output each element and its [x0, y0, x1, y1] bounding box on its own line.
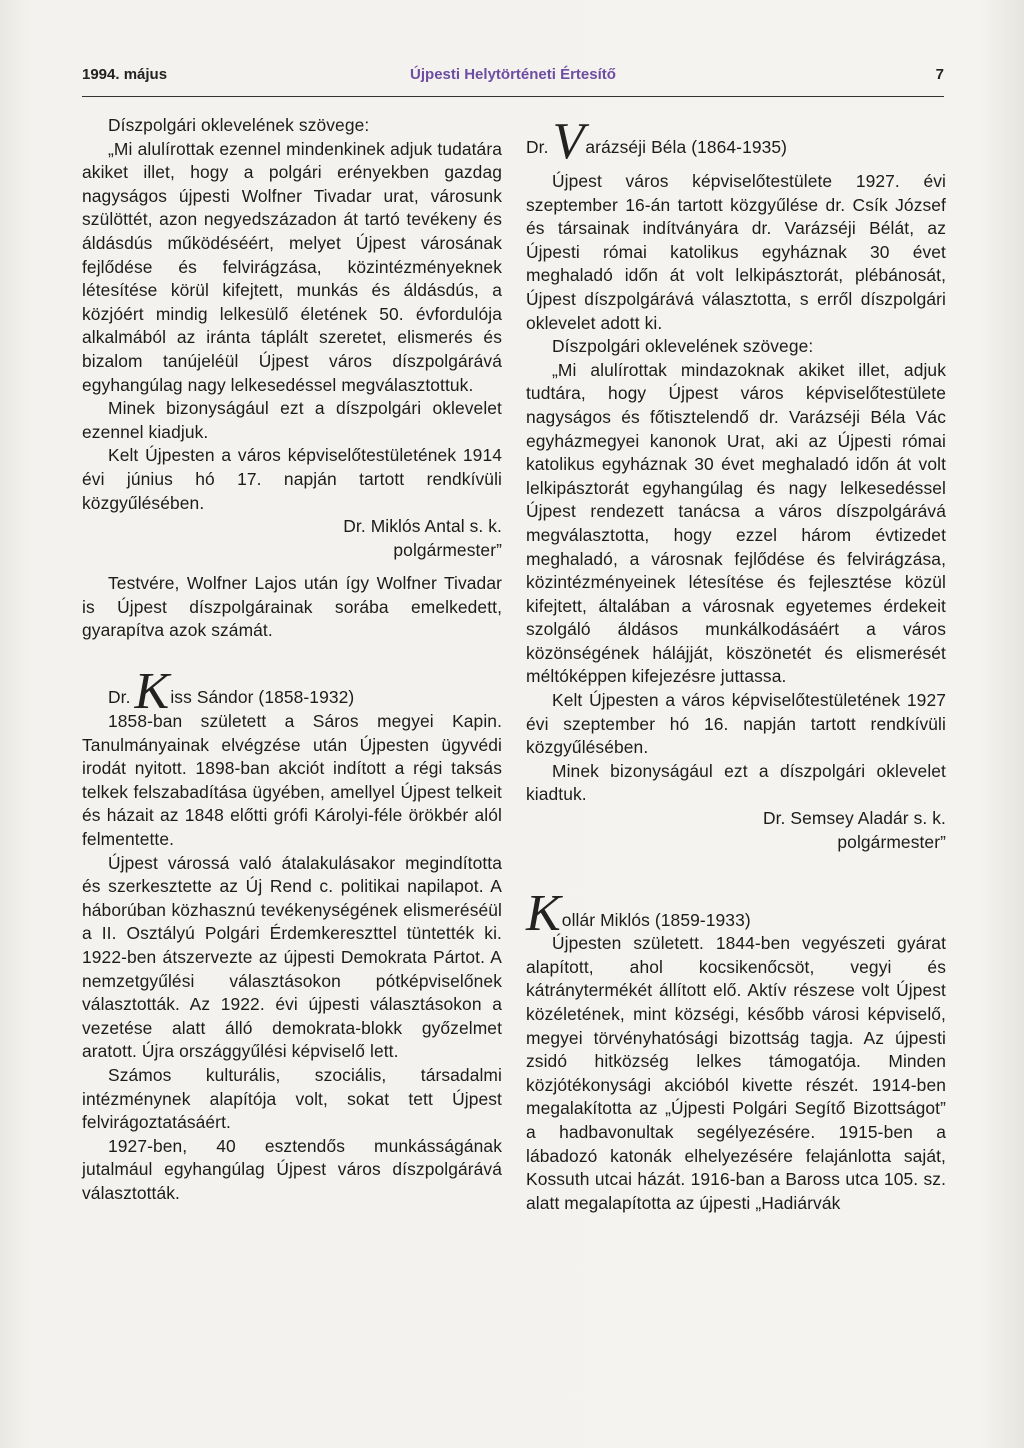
right-column — [526, 114, 946, 1215]
paragraph: Minek bizonyságául ezt a díszpolgári oklevelet ezennel kiadjuk. — [82, 398, 502, 442]
left-column — [82, 114, 502, 1206]
paragraph: „Mi alulírottak ezennel mindenkinek adjuk tudatára akiket illet, hogy a polgári erényekben gazdag nagyságos újpesti Wolfner Tivadar urat, városunk szülöttét, azon negyedszázadon át tartó tevékeny és áldásdús működéséért, melyet Újpest városának fejlődése és felvirágzása, közintézményeknek létesítése körül kifejtett, munkás és áldásdús, a közjóért mindig lelkesülő életének 50. évfordulója alkalmából az iránta táplált szeretet, elismerés és bizalom tanújeléül Újpest város díszpolgárává egyhangúlag nagy lelkesedéssel megválasztottuk. — [82, 138, 502, 395]
signature-name: Dr. Miklós Antal s. k. — [343, 516, 502, 537]
spacer — [82, 562, 502, 572]
issue-date: 1994. május — [82, 66, 168, 83]
signature-title: polgármester” — [393, 539, 502, 560]
signature-title: polgármester” — [837, 831, 946, 852]
paragraph: Kelt Újpesten a város képviselőtestületének 1914 évi június hó 17. napján tartott rendkívüli közgyűlésében. — [82, 445, 502, 513]
heading-text: ollár Miklós (1859-1933) — [561, 909, 751, 930]
spacer — [526, 114, 946, 124]
heading-prefix: Dr. — [526, 137, 549, 158]
heading-text: arázséji Béla (1864-1935) — [585, 137, 788, 158]
paragraph: Testvére, Wolfner Lajos után így Wolfner Tivadar is Újpest díszpolgárainak sorába emelkedett, gyarapítva azok számát. — [82, 573, 502, 641]
section-heading-kollar — [526, 885, 946, 943]
drop-initial: K — [526, 885, 561, 943]
paragraph: 1858-ban született a Sáros megyei Kapin. Tanulmányainak elvégzése után Újpesten ügyvédi irodát nyitott. 1898-ban akciót indított a régi taksás telkek felszabadítása ügyében, amellyel Újpest telkeit és házait az 1848 előtti grófi Károlyi-féle örökbér alól felmentette. — [82, 711, 502, 850]
section-heading-kiss — [82, 663, 502, 721]
paragraph: 1927-ben, 40 esztendős munkásságának jutalmául egyhangúlag Újpest város díszpolgárává választották. — [82, 1135, 502, 1203]
paragraph: Minek bizonyságául ezt a díszpolgári oklevelet kiadtuk. — [526, 760, 946, 805]
section-heading-varazseji — [526, 113, 946, 170]
spacer — [526, 875, 946, 896]
page-number: 7 — [935, 66, 944, 83]
spacer — [526, 160, 946, 170]
paragraph: Díszpolgári oklevelének szövege: — [108, 115, 370, 135]
paragraph: Újpesten született. 1844-ben vegyészeti gyárat alapított, ahol kocsikenőcsöt, vegyi és kátránytermékét állított elő. Aktív részese volt Újpest közéletének, mint községi, később városi képviselő, megyei törvényhatósági bizottság tagja. Az újpesti zsidó hitközség lelkes támogatója. Minden közjótékonysági akcióból kivette részét. 1914-ben megalakította az „Újpesti Polgári Segítő Bizottságot” a hadbavonultak segélyezésére. 1915-ben a lábadozó katonák elhelyezésére felajánlotta saját, Kossuth utcai házát. 1916-ban a Baross utca 105. sz. alatt megalapította az újpesti „Hadiárvák — [526, 933, 946, 1213]
paragraph: Díszpolgári oklevelének szövege: — [552, 336, 814, 357]
paragraph: Számos kulturális, szociális, társadalmi intézménynek alapítója volt, sokat tett Újpest felvirágoztatásáért. — [82, 1064, 502, 1133]
paragraph: Kelt Újpesten a város képviselőtestületének 1927 évi szeptember hó 16. napján tartott rendkívüli közgyűlésében. — [526, 690, 946, 758]
heading-text: iss Sándor (1858-1932) — [170, 687, 355, 708]
signature-name: Dr. Semsey Aladár s. k. — [762, 808, 946, 829]
drop-initial: V — [552, 113, 585, 170]
heading-prefix: Dr. — [108, 687, 131, 708]
spacer — [82, 643, 502, 664]
drop-initial: K — [134, 663, 170, 721]
paragraph: Újpest város képviselőtestülete 1927. évi szeptember 16-án tartott közgyűlése dr. Csík József és társainak indítványára dr. Varázséji Bélát, az Újpesti római katolikus egyháznak 30 évet meghaladó időn át volt lelkipásztorát, plébánosát, Újpest díszpolgárává választotta, s erről díszpolgári oklevelet adott ki. — [526, 171, 946, 333]
publication-title: Újpesti Helytörténeti Értesítő — [410, 66, 616, 83]
header-rule — [82, 96, 944, 97]
page-header — [82, 66, 944, 92]
paragraph: „Mi alulírottak mindazoknak akiket illet, adjuk tudtára, hogy Újpest város képviselőtestülete nagyságos és főtisztelendő dr. Varázséji Béla Vác egyházmegyei kanonok Urat, aki az Újpesti római katolikus egyháznak 30 évet meghaladó időn át volt lelkipásztorát egyhangúlag és nagy lelkesedéssel Újpest rendezett tanácsa a város díszpolgárává megválasztotta, hogy ezzel három évtizedet meghaladó, a városnak fejlődése és felvirágzása, közintézményeinek létesítése és fejlesztése közül kifejtett, általában a városnak egyetemes érdekeit szolgáló áldásos munkálkodásáért a város közönségének hálájját, köszönetét és elismerését méltóképpen kifejezésre juttassa. — [526, 359, 946, 687]
paragraph: Újpest várossá való átalakulásakor megindította és szerkesztette az Új Rend c. politikai napilapot. A háborúban közhasznú tevékenységének elismeréséül a II. Osztályú Polgári Érdemkereszttel tüntették ki. 1922-ben átszervezte az újpesti Demokrata Pártot. A nemzetgyűlési választásokon pótképviselőnek választották. Az 1922. évi újpesti választásokon a vezetése alatt álló demokrata-blokk győzelmet aratott. Újra országgyűlési képviselő lett. — [82, 852, 502, 1062]
spacer — [526, 854, 946, 875]
